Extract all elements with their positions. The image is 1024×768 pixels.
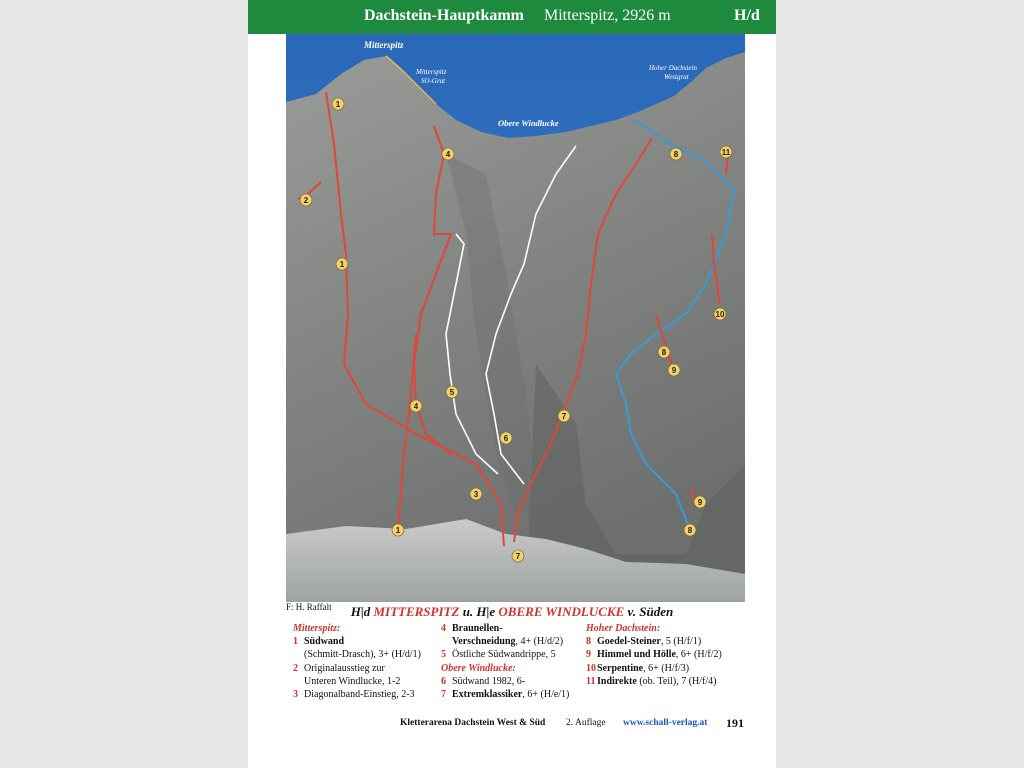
route-number: 5 <box>441 649 446 661</box>
route-number: 8 <box>586 636 591 648</box>
label-mitterspitz: Mitterspitz <box>364 40 404 50</box>
route-marker-5 <box>446 386 458 398</box>
route-name: Südwand <box>304 636 345 648</box>
legend-group-obere-windlucke: Obere Windlucke: <box>441 662 516 674</box>
route-marker-number: 1 <box>395 526 401 535</box>
route-name: Indirekte <box>597 675 637 687</box>
label-so-grat-2: SO-Grat <box>421 77 446 85</box>
route-marker-number: 3 <box>473 490 479 499</box>
route-grade: , 4+ (H/d/2) <box>515 636 564 648</box>
legend-column-mitterspitz <box>293 622 421 701</box>
topo-caption <box>248 604 776 620</box>
route-marker-number: 4 <box>413 402 419 411</box>
route-name: Östliche Südwandrippe, 5 <box>452 649 556 661</box>
route-marker-number: 4 <box>445 150 451 159</box>
route-marker-11 <box>720 146 732 158</box>
route-marker-number: 7 <box>515 552 521 561</box>
route-marker-number: 8 <box>687 526 693 535</box>
route-name: Diagonalband-Einstieg, 2-3 <box>304 689 415 701</box>
route-marker-1 <box>332 98 344 110</box>
route-marker-2 <box>300 194 312 206</box>
route-marker-6 <box>500 432 512 444</box>
legend-route-6 <box>441 675 569 688</box>
route-number: 11 <box>586 675 596 687</box>
legend-route-11 <box>586 675 722 688</box>
route-marker-number: 1 <box>339 260 345 269</box>
route-marker-number: 7 <box>561 412 567 421</box>
route-marker-number: 1 <box>335 100 341 109</box>
book-page <box>248 0 776 768</box>
route-marker-1 <box>392 524 404 536</box>
label-so-grat-1: Mitterspitz <box>416 68 447 76</box>
route-number: 1 <box>293 636 298 648</box>
legend-group-mitterspitz: Mitterspitz: <box>293 623 341 634</box>
route-marker-number: 2 <box>303 196 309 205</box>
route-number: 3 <box>293 689 298 701</box>
route-name: Verschneidung <box>452 636 516 648</box>
legend-route-1 <box>293 635 421 648</box>
legend-route-7 <box>441 688 569 701</box>
route-grade: , 6+ (H/f/2) <box>675 649 722 661</box>
route-marker-number: 9 <box>697 498 703 507</box>
label-hoher-2: Westgrat <box>664 73 689 81</box>
route-name: Extremklassiker <box>452 689 523 701</box>
legend-route-2 <box>293 662 421 675</box>
route-number: 2 <box>293 662 298 674</box>
caption-part5: v. Süden <box>624 604 674 619</box>
footer-edition: 2. Auflage <box>566 718 606 728</box>
route-marker-8 <box>658 346 670 358</box>
route-number: 6 <box>441 675 446 687</box>
route-marker-number: 10 <box>715 310 725 319</box>
footer-book-title: Kletterarena Dachstein West & Süd <box>400 718 546 728</box>
label-obere-windlucke: Obere Windlucke <box>498 118 559 128</box>
legend-route-4 <box>441 622 569 635</box>
route-marker-9 <box>694 496 706 508</box>
route-marker-4 <box>410 400 422 412</box>
legend-column-hoher-dachstein <box>586 622 722 688</box>
route-marker-7 <box>512 550 524 562</box>
header-code: H/d <box>734 7 760 24</box>
route-number: 7 <box>441 689 446 701</box>
route-name: Braunellen- <box>452 623 503 634</box>
caption-part3: u. H|e <box>459 604 499 619</box>
legend-route-10 <box>586 662 722 675</box>
route-marker-number: 5 <box>449 388 455 397</box>
route-number: 9 <box>586 649 591 661</box>
route-marker-10 <box>714 308 726 320</box>
route-topo-photo <box>286 34 745 602</box>
caption-part1: H|d <box>350 604 374 619</box>
route-number: 10 <box>586 662 596 674</box>
route-detail: Unteren Windlucke, 1-2 <box>304 675 401 687</box>
route-marker-number: 8 <box>661 348 667 357</box>
route-grade: , 5 (H/f/1) <box>660 636 702 648</box>
caption-part2: MITTERSPITZ <box>373 604 460 619</box>
route-marker-9 <box>668 364 680 376</box>
header-title: Dachstein-Hauptkamm <box>364 7 525 24</box>
route-detail: (Schmitt-Drasch), 3+ (H/d/1) <box>304 649 422 661</box>
route-marker-1 <box>336 258 348 270</box>
route-grade: , 6+ (H/f/3) <box>643 662 690 674</box>
legend-route-9 <box>586 648 722 661</box>
route-marker-4 <box>442 148 454 160</box>
page-header <box>248 0 776 34</box>
legend-group-hoher-dachstein: Hoher Dachstein: <box>586 623 661 634</box>
page-number: 191 <box>726 716 744 730</box>
route-name: Südwand 1982, 6- <box>452 675 526 687</box>
route-marker-3 <box>470 488 482 500</box>
route-grade: , 6+ (H/e/1) <box>522 689 570 701</box>
route-name-cont <box>441 635 569 648</box>
route-marker-number: 6 <box>503 434 509 443</box>
route-number: 4 <box>441 623 446 634</box>
footer-url-link[interactable]: www.schall-verlag.at <box>623 718 708 728</box>
route-name: Goedel-Steiner <box>597 636 661 648</box>
photo-credit: F: H. Raffalt <box>286 602 332 612</box>
legend-route-5 <box>441 648 569 661</box>
route-marker-number: 11 <box>721 148 731 157</box>
legend-route-3 <box>293 688 421 701</box>
header-subtitle: Mitterspitz, 2926 m <box>544 7 671 24</box>
route-marker-number: 8 <box>673 150 679 159</box>
legend-route-8 <box>586 635 722 648</box>
route-name: Serpentine <box>597 662 644 674</box>
label-hoher-1: Hoher Dachstein <box>649 64 698 72</box>
route-marker-7 <box>558 410 570 422</box>
route-name: Originalausstieg zur <box>304 662 385 674</box>
route-marker-number: 9 <box>671 366 677 375</box>
legend-column-middle <box>441 622 569 701</box>
route-name: Himmel und Hölle <box>597 649 676 661</box>
route-grade: (ob. Teil), 7 (H/f/4) <box>636 675 717 687</box>
route-marker-8 <box>684 524 696 536</box>
route-marker-8 <box>670 148 682 160</box>
caption-part4: OBERE WINDLUCKE <box>498 604 625 619</box>
